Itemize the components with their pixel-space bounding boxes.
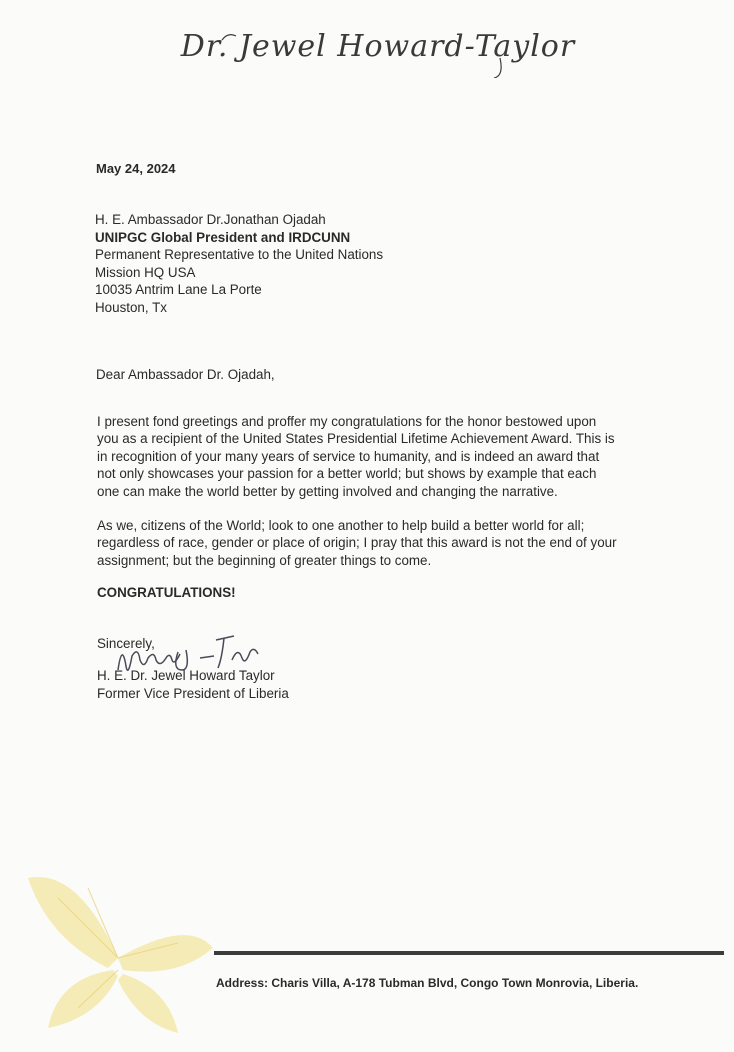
recipient-line: Mission HQ USA bbox=[95, 264, 196, 280]
paragraph-line: you as a recipient of the United States Presidential Lifetime Achievement Award. This is bbox=[97, 431, 615, 447]
recipient-line: Permanent Representative to the United Nations bbox=[95, 247, 384, 263]
footer-address: Address: Charis Villa, A-178 Tubman Blvd, Congo Town Monrovia, Liberia. bbox=[216, 976, 639, 990]
recipient-line: Houston, Tx bbox=[95, 299, 167, 315]
paragraph-line: in recognition of your many years of service to humanity, and is indeed an award that bbox=[97, 448, 600, 464]
body-paragraph-2 bbox=[97, 517, 667, 569]
signer-title: Former Vice President of Liberia bbox=[97, 686, 289, 701]
paragraph-line: As we, citizens of the World; look to one another to help build a better world for all; bbox=[97, 518, 585, 533]
paragraph-line: I present fond greetings and proffer my congratulations for the honor bestowed upon bbox=[97, 414, 597, 429]
recipient-line: 10035 Antrim Lane La Porte bbox=[95, 282, 262, 298]
recipient-line: UNIPGC Global President and IRDCUNN bbox=[95, 229, 351, 245]
letterhead-name: Dr. Jewel Howard-Taylor bbox=[180, 29, 576, 64]
congratulations-line: CONGRATULATIONS! bbox=[97, 585, 236, 600]
signer-name: H. E. Dr. Jewel Howard Taylor bbox=[97, 668, 275, 683]
letterhead-script-logo bbox=[0, 18, 734, 78]
paragraph-line: one can make the world better by getting involved and changing the narrative. bbox=[97, 483, 558, 499]
paragraph-line: assignment; but the beginning of greater things to come. bbox=[97, 552, 432, 568]
paragraph-line: not only showcases your passion for a better world; but shows by example that each bbox=[97, 466, 597, 482]
recipient-line: H. E. Ambassador Dr.Jonathan Ojadah bbox=[95, 212, 326, 227]
letter-date: May 24, 2024 bbox=[96, 161, 176, 176]
sign-off: Sincerely, bbox=[97, 636, 155, 651]
butterfly-watermark-icon bbox=[18, 858, 218, 1038]
paragraph-line: regardless of race, gender or place of origin; I pray that this award is not the end of your bbox=[97, 535, 617, 551]
recipient-address bbox=[95, 211, 383, 317]
salutation: Dear Ambassador Dr. Ojadah, bbox=[96, 367, 275, 382]
body-paragraph-1 bbox=[97, 413, 667, 500]
footer-divider bbox=[214, 951, 724, 955]
letterhead bbox=[0, 18, 734, 78]
